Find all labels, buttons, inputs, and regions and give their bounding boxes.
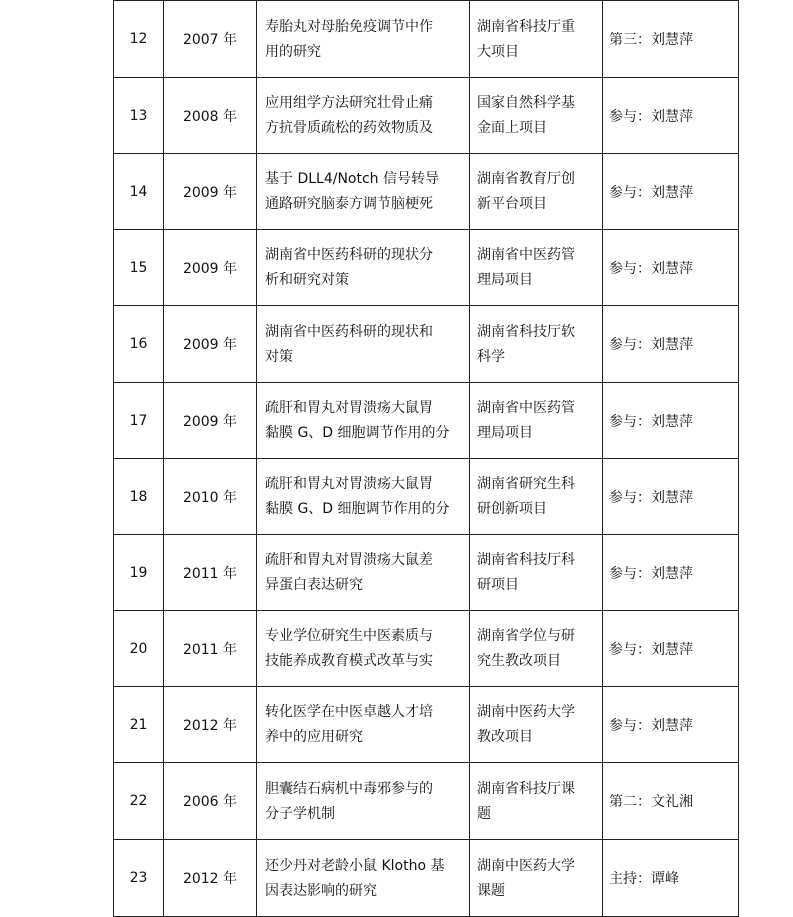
row-year-text: 2012 年 bbox=[182, 717, 238, 734]
row-project-title bbox=[257, 383, 470, 459]
table-row bbox=[114, 383, 739, 459]
row-project-source bbox=[470, 1, 603, 78]
table-row bbox=[114, 1, 739, 78]
row-project-source bbox=[470, 840, 603, 917]
project-source-line: 湖南省学位与研 bbox=[477, 628, 575, 644]
row-number-text: 23 bbox=[129, 870, 148, 886]
row-number bbox=[114, 383, 164, 459]
row-year-text: 2007 年 bbox=[182, 32, 238, 48]
table-row bbox=[114, 840, 739, 917]
table-row bbox=[114, 459, 739, 535]
row-project-source bbox=[470, 611, 603, 687]
row-role bbox=[603, 611, 739, 687]
role-text: 参与：刘慧萍 bbox=[609, 717, 693, 734]
row-year bbox=[164, 306, 257, 383]
row-project-title bbox=[257, 1, 470, 78]
project-source-line: 研创新项目 bbox=[477, 501, 547, 517]
project-title-line: 用的研究 bbox=[265, 43, 321, 60]
project-title-line: 湖南省中医药科研的现状和 bbox=[265, 323, 433, 340]
row-number-text: 20 bbox=[129, 640, 148, 657]
project-title-line: 专业学位研究生中医素质与 bbox=[265, 628, 433, 644]
role-text: 参与：刘慧萍 bbox=[609, 260, 693, 277]
row-project-title bbox=[257, 154, 470, 230]
row-project-source bbox=[470, 306, 603, 383]
project-source-line: 金面上项目 bbox=[477, 120, 547, 136]
project-title-line: 养中的应用研究 bbox=[265, 729, 363, 745]
row-number-text: 14 bbox=[129, 183, 148, 200]
row-role bbox=[603, 763, 739, 840]
project-source-line: 理局项目 bbox=[477, 425, 533, 441]
row-year-text: 2009 年 bbox=[182, 337, 238, 353]
row-number bbox=[114, 154, 164, 230]
project-title-line: 因表达影响的研究 bbox=[265, 882, 377, 899]
row-project-title bbox=[257, 78, 470, 154]
table-row bbox=[114, 154, 739, 230]
row-year bbox=[164, 763, 257, 840]
project-source-line: 国家自然科学基 bbox=[477, 95, 575, 111]
row-project-title bbox=[257, 611, 470, 687]
table-row bbox=[114, 687, 739, 763]
row-project-title bbox=[257, 230, 470, 306]
row-number-text: 17 bbox=[129, 412, 148, 429]
row-number bbox=[114, 306, 164, 383]
project-title-line: 黏膜 G、D 细胞调节作用的分 bbox=[265, 501, 450, 517]
project-source-line: 湖南省科技厅课 bbox=[477, 780, 575, 797]
project-source-line: 大项目 bbox=[477, 43, 519, 60]
project-source-line: 湖南省科技厅软 bbox=[477, 323, 575, 340]
row-project-title bbox=[257, 763, 470, 840]
row-number bbox=[114, 687, 164, 763]
row-year bbox=[164, 383, 257, 459]
project-title-line: 对策 bbox=[265, 348, 293, 365]
row-number bbox=[114, 763, 164, 840]
project-source-line: 究生教改项目 bbox=[477, 653, 561, 669]
row-role bbox=[603, 306, 739, 383]
row-number-text: 15 bbox=[129, 259, 148, 276]
row-role bbox=[603, 154, 739, 230]
project-source-line: 科学 bbox=[477, 348, 505, 365]
row-project-source bbox=[470, 763, 603, 840]
row-year bbox=[164, 535, 257, 611]
row-year-text: 2006 年 bbox=[182, 794, 238, 810]
role-text: 第二：文礼湘 bbox=[609, 794, 693, 810]
table-row bbox=[114, 535, 739, 611]
role-text: 参与：刘慧萍 bbox=[609, 641, 693, 658]
project-title-line: 通路研究脑泰方调节脑梗死 bbox=[265, 196, 433, 212]
table-row bbox=[114, 611, 739, 687]
row-project-source bbox=[470, 535, 603, 611]
row-project-source bbox=[470, 154, 603, 230]
project-title-line: 基于 DLL4/Notch 信号转导 bbox=[265, 171, 440, 187]
project-title-line: 技能养成教育模式改革与实 bbox=[265, 653, 433, 669]
row-project-title bbox=[257, 840, 470, 917]
row-project-title bbox=[257, 306, 470, 383]
table-row bbox=[114, 763, 739, 840]
row-project-source bbox=[470, 687, 603, 763]
role-text: 主持：谭峰 bbox=[609, 871, 679, 887]
row-role bbox=[603, 687, 739, 763]
role-text: 参与：刘慧萍 bbox=[609, 184, 693, 201]
table-row bbox=[114, 78, 739, 154]
project-title-line: 疏肝和胃丸对胃溃疡大鼠胃 bbox=[265, 476, 433, 492]
project-title-line: 胆囊结石病机中毒邪参与的 bbox=[265, 780, 433, 797]
row-number-text: 16 bbox=[129, 336, 148, 352]
row-role bbox=[603, 230, 739, 306]
project-source-line: 新平台项目 bbox=[477, 196, 547, 212]
table-row bbox=[114, 306, 739, 383]
row-year bbox=[164, 1, 257, 78]
project-source-line: 理局项目 bbox=[477, 272, 533, 288]
row-number bbox=[114, 611, 164, 687]
row-number bbox=[114, 535, 164, 611]
row-project-source bbox=[470, 459, 603, 535]
project-title-line: 转化医学在中医卓越人才培 bbox=[265, 704, 433, 720]
project-source-line: 湖南中医药大学 bbox=[477, 704, 575, 720]
project-title-line: 湖南省中医药科研的现状分 bbox=[265, 247, 433, 263]
project-title-line: 分子学机制 bbox=[265, 805, 335, 822]
row-role bbox=[603, 459, 739, 535]
row-project-title bbox=[257, 459, 470, 535]
role-text: 参与：刘慧萍 bbox=[609, 413, 693, 430]
project-source-line: 题 bbox=[477, 805, 491, 822]
project-source-line: 湖南省研究生科 bbox=[477, 476, 575, 492]
row-number-text: 22 bbox=[129, 793, 148, 809]
row-project-title bbox=[257, 687, 470, 763]
row-year-text: 2008 年 bbox=[182, 108, 238, 125]
row-project-source bbox=[470, 383, 603, 459]
project-source-line: 教改项目 bbox=[477, 729, 533, 745]
project-source-line: 湖南省科技厅重 bbox=[477, 18, 575, 35]
row-year-text: 2012 年 bbox=[182, 871, 238, 887]
project-source-line: 湖南省中医药管 bbox=[477, 247, 575, 263]
row-role bbox=[603, 535, 739, 611]
row-project-title bbox=[257, 535, 470, 611]
role-text: 参与：刘慧萍 bbox=[609, 337, 693, 353]
project-source-line: 研项目 bbox=[477, 577, 519, 593]
row-role bbox=[603, 1, 739, 78]
row-year bbox=[164, 840, 257, 917]
project-title-line: 黏膜 G、D 细胞调节作用的分 bbox=[265, 425, 450, 441]
row-project-source bbox=[470, 230, 603, 306]
project-source-line: 湖南中医药大学 bbox=[477, 857, 575, 874]
project-title-line: 应用组学方法研究壮骨止痛 bbox=[265, 95, 433, 111]
role-text: 参与：刘慧萍 bbox=[609, 489, 693, 506]
project-title-line: 疏肝和胃丸对胃溃疡大鼠胃 bbox=[265, 400, 433, 416]
row-number bbox=[114, 459, 164, 535]
project-source-line: 湖南省科技厅科 bbox=[477, 552, 575, 568]
row-project-source bbox=[470, 78, 603, 154]
row-year bbox=[164, 230, 257, 306]
role-text: 第三：刘慧萍 bbox=[609, 32, 693, 48]
project-title-line: 析和研究对策 bbox=[265, 272, 349, 288]
project-source-line: 湖南省教育厅创 bbox=[477, 171, 575, 187]
row-number-text: 13 bbox=[129, 107, 148, 124]
project-source-line: 湖南省中医药管 bbox=[477, 400, 575, 416]
role-text: 参与：刘慧萍 bbox=[609, 565, 693, 582]
row-role bbox=[603, 78, 739, 154]
row-number-text: 19 bbox=[129, 564, 148, 581]
project-table-body bbox=[114, 1, 739, 917]
row-year-text: 2009 年 bbox=[182, 260, 238, 277]
row-role bbox=[603, 840, 739, 917]
row-year bbox=[164, 687, 257, 763]
row-number bbox=[114, 78, 164, 154]
project-source-line: 课题 bbox=[477, 882, 505, 899]
row-number-text: 18 bbox=[129, 488, 148, 505]
row-year bbox=[164, 459, 257, 535]
row-number bbox=[114, 1, 164, 78]
row-year-text: 2009 年 bbox=[182, 413, 238, 430]
row-number-text: 21 bbox=[129, 716, 148, 733]
row-year bbox=[164, 611, 257, 687]
row-number-text: 12 bbox=[129, 31, 148, 47]
project-title-line: 异蛋白表达研究 bbox=[265, 577, 363, 593]
project-title-line: 疏肝和胃丸对胃溃疡大鼠差 bbox=[265, 552, 433, 568]
row-number bbox=[114, 840, 164, 917]
project-table bbox=[113, 0, 739, 917]
row-role bbox=[603, 383, 739, 459]
row-year bbox=[164, 78, 257, 154]
row-year-text: 2011 年 bbox=[182, 565, 238, 582]
project-title-line: 寿胎丸对母胎免疫调节中作 bbox=[265, 18, 433, 35]
row-year-text: 2011 年 bbox=[182, 641, 238, 658]
project-title-line: 方抗骨质疏松的药效物质及 bbox=[265, 120, 433, 136]
row-number bbox=[114, 230, 164, 306]
row-year bbox=[164, 154, 257, 230]
row-year-text: 2009 年 bbox=[182, 184, 238, 201]
project-title-line: 还少丹对老龄小鼠 Klotho 基 bbox=[265, 857, 445, 874]
table-row bbox=[114, 230, 739, 306]
role-text: 参与：刘慧萍 bbox=[609, 108, 693, 125]
row-year-text: 2010 年 bbox=[182, 489, 238, 506]
